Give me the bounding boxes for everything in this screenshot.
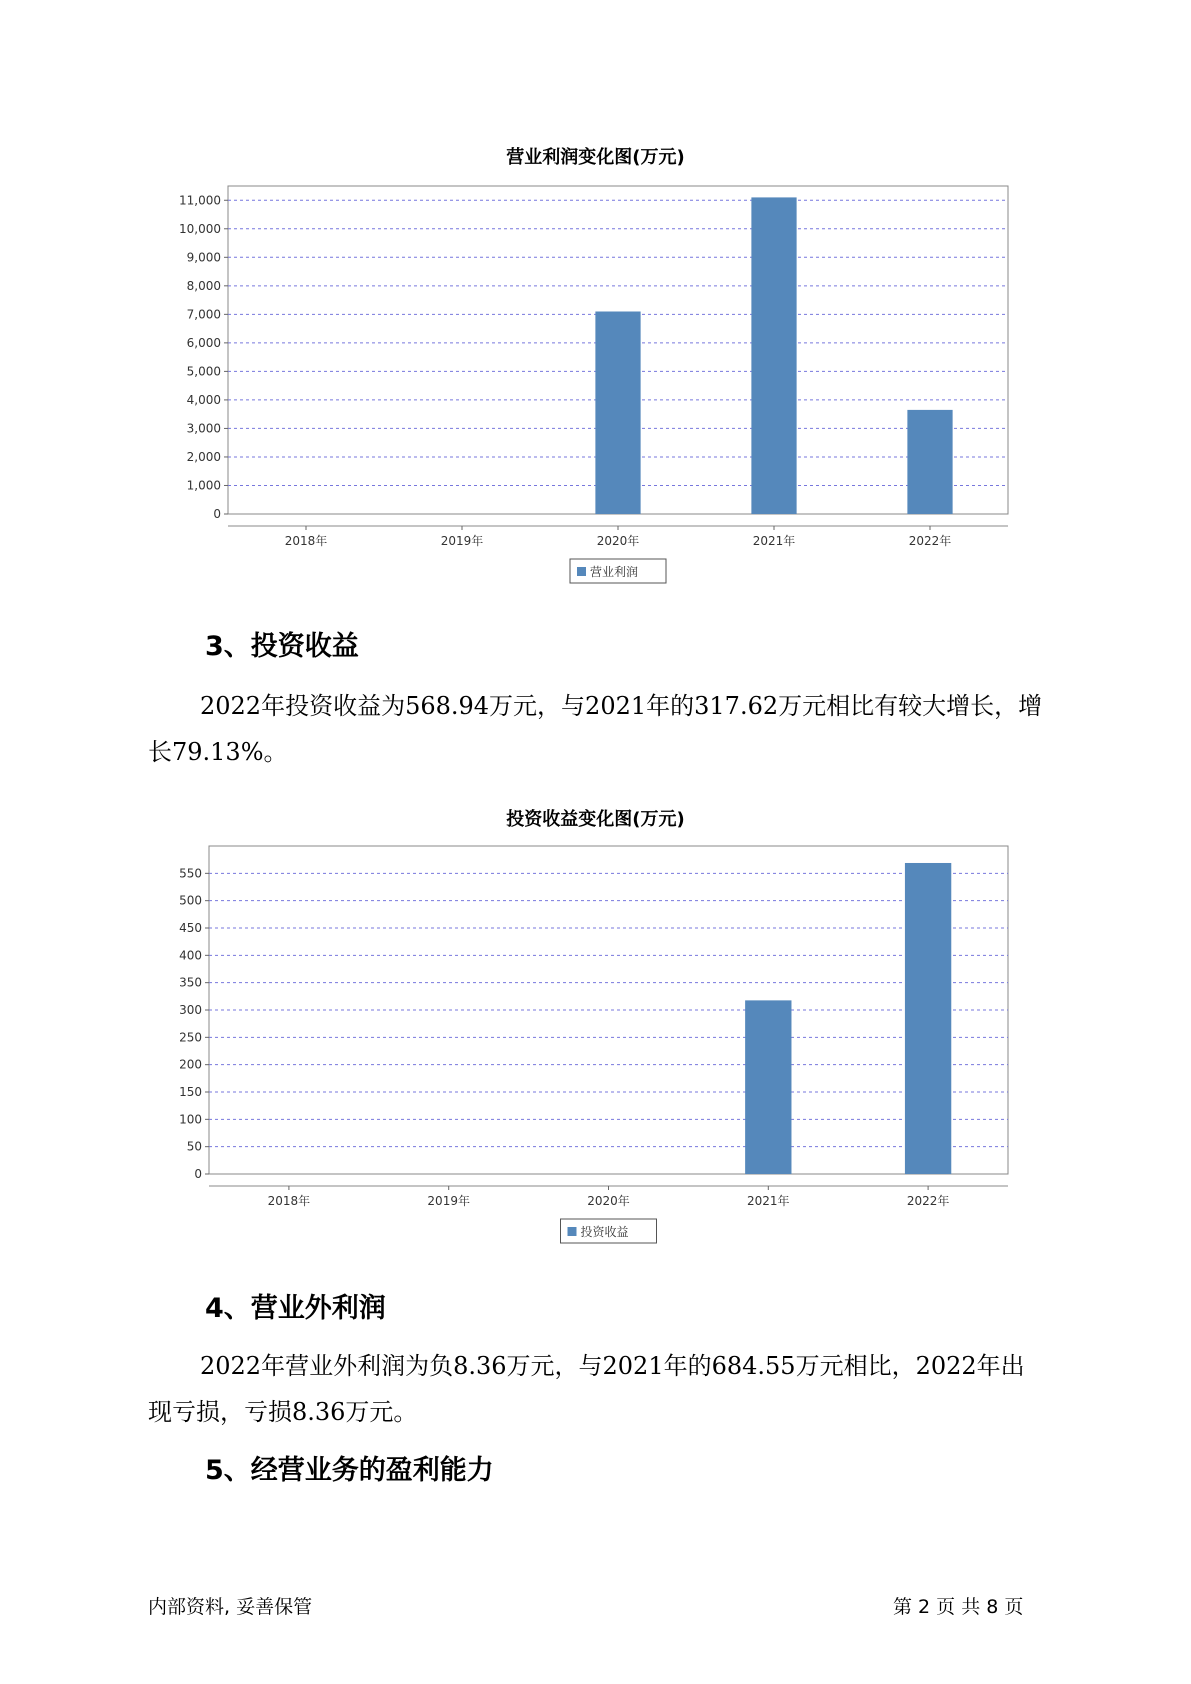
- chart1-ytick-label: 4,000: [186, 392, 221, 407]
- chart2-ytick-label: 100: [179, 1112, 202, 1127]
- chart2-ytick-label: 550: [179, 866, 202, 881]
- chart1-ytick-label: 10,000: [179, 221, 221, 236]
- chart2-ytick-label: 500: [179, 893, 202, 908]
- chart2-ytick-label: 0: [194, 1167, 202, 1181]
- section3-paragraph: 2022年投资收益为568.94万元，与2021年的317.62万元相比有较大增长，增长79.13%。: [148, 692, 1043, 766]
- chart2-title: 投资收益变化图(万元): [506, 809, 685, 830]
- chart2-xtick-label: 2021年: [747, 1194, 790, 1208]
- chart1-ytick-label: 7,000: [186, 307, 221, 322]
- chart1-ytick-label: 11,000: [179, 193, 221, 208]
- chart1-ytick-label: 1,000: [186, 478, 221, 493]
- chart1-ytick-label: 6,000: [186, 335, 221, 350]
- chart1-ytick-label: 9,000: [186, 250, 221, 265]
- chart2-legend: [561, 1219, 657, 1243]
- footer-page-number: 第 2 页 共 8 页: [893, 1596, 1024, 1618]
- chart1-ytick-label: 3,000: [186, 421, 221, 436]
- chart2-xtick-label: 2022年: [906, 1194, 950, 1208]
- chart1-xtick-label: 2022年: [908, 534, 952, 548]
- section5-heading: 5、经营业务的盈利能力: [205, 1455, 494, 1486]
- chart2-xtick-label: 2020年: [587, 1194, 630, 1208]
- chart1-title: 营业利润变化图(万元): [506, 147, 685, 168]
- chart2-legend-swatch: [568, 1227, 577, 1236]
- chart1-xtick-label: 2021年: [752, 534, 796, 548]
- chart2-ytick-label: 350: [179, 975, 202, 990]
- chart2-ytick-label: 300: [179, 1003, 202, 1017]
- chart2-ytick-label: 250: [179, 1030, 202, 1045]
- section4-paragraph: 2022年营业外利润为负8.36万元，与2021年的684.55万元相比，2022年出现亏损，亏损8.36万元。: [148, 1352, 1025, 1426]
- chart1-xtick-label: 2020年: [596, 534, 640, 548]
- chart2-xtick-label: 2018年: [267, 1194, 311, 1208]
- chart1-xtick-label: 2019年: [440, 534, 484, 548]
- chart1-ytick-label: 8,000: [186, 278, 221, 293]
- chart1-legend-label: 营业利润: [590, 565, 639, 579]
- chart2-ytick-label: 200: [179, 1057, 202, 1072]
- chart2-bar: [905, 863, 951, 1174]
- chart2-ytick-label: 400: [179, 948, 202, 963]
- chart1-ytick-label: 0: [213, 507, 221, 521]
- chart2-ytick-label: 50: [186, 1139, 202, 1154]
- chart1-ytick-label: 2,000: [186, 449, 221, 464]
- footer-confidential-note: 内部资料, 妥善保管: [148, 1596, 313, 1618]
- chart1-ytick-label: 5,000: [186, 364, 221, 379]
- chart2-xtick-label: 2019年: [427, 1194, 470, 1208]
- chart2-legend-label: 投资收益: [580, 1225, 629, 1239]
- section3-heading: 3、投资收益: [205, 631, 359, 662]
- chart2-ytick-label: 450: [179, 921, 202, 935]
- chart2-ytick-label: 150: [179, 1085, 202, 1099]
- chart1-xtick-label: 2018年: [284, 534, 328, 548]
- chart2-bar: [745, 1000, 791, 1174]
- section4-heading: 4、营业外利润: [205, 1293, 386, 1324]
